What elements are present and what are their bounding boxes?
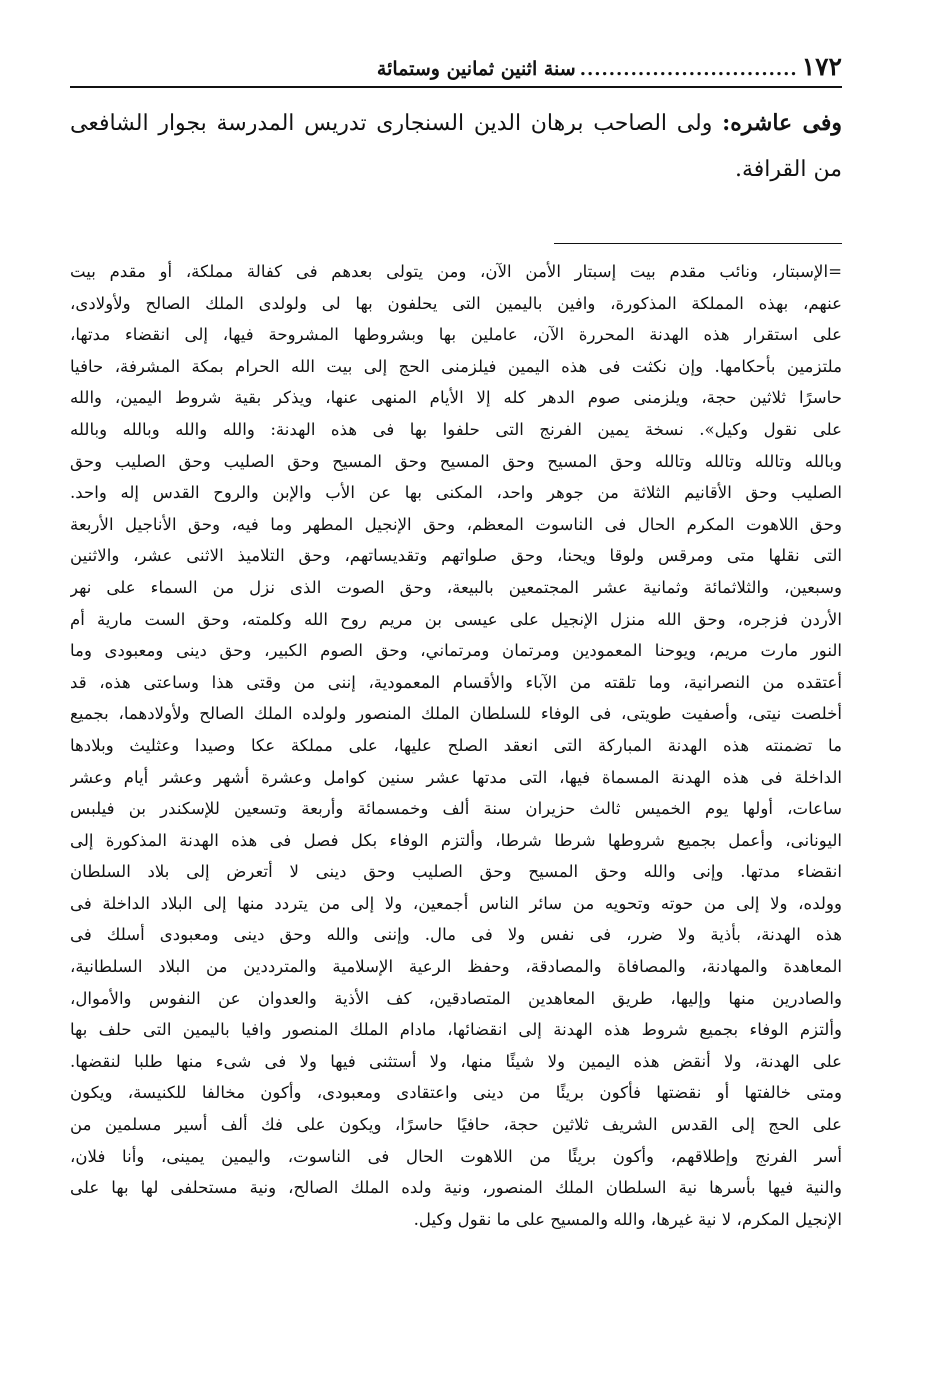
footnote-line: الأردن فزجره، وحق الله منزل الإنجيل على عيسى بن مريم روح الله وكلمته، وحق الست مارية أم [70, 609, 842, 629]
footnote-line: عنهم، بهذه المملكة المذكورة، وافين باليمين التى يحلفون بها لى ولولدى الملك الصالح ولأولادى، [70, 293, 842, 313]
footnote-block [70, 256, 842, 1235]
footnote-line: والصادرين منها وإليها، طريق المعاهدين المتصادقين، كف الأذية والعدوان عن النفوس والأموال، [70, 988, 842, 1008]
main-paragraph-text: ولى الصاحب برهان الدين السنجارى تدريس المدرسة بجوار الشافعى من القرافة. [70, 111, 842, 182]
lead-date-phrase: وفى عاشره: [722, 110, 842, 136]
page-header [70, 52, 842, 88]
footnote-line: وبالله وتالله وتالله وتالله وحق المسيح وحق المسيح وحق المسيح وحق الصليب وحق الصليب وحق [70, 451, 842, 471]
footnote-line: الداخلة فى هذه الهدنة المسماة فيها، التى مدتها عشر سنين كوامل وعشرة أشهر وعشر أيام وعشر [70, 767, 842, 787]
footnote-separator [554, 243, 842, 244]
footnote-line: وحق اللاهوت المكرم الحال فى الناسوت المعظم، وحق الإنجيل المطهر وما فيه، وحق الأناجيل الأربعة [70, 514, 842, 534]
footnote-line: النور مارت مريم، ويوحنا المعمودين ومرتمان ومرتماني، وحق الصوم الكبير، وحق دينى ومعبودى وما [70, 641, 842, 661]
footnote-line: أعتقده من النصرانية، وما تلقته من الآباء والأقسام المعمودية، إننى من وقتى هذا وساعتى هذه، قد [70, 672, 842, 692]
footnote-line: وولده، ولا إلى من حوته وتحويه من سائر الناس أجمعين، ولا إلى من يتردد منها إلى البلاد الداخلة فى [70, 893, 842, 913]
footnote-line: أخلصت نيتى، وأصفيت طويتى، فى الوفاء للسلطان الملك المنصور ولولده الملك الصالح ولأولادهما، بجميع [70, 704, 842, 724]
footnote-line: اليونانى، وأعمل بجميع شروطها شرطا شرطا، وألتزم الوفاء بكل فصل فى هذه الهدنة المذكورة إلى [70, 830, 842, 850]
footnote-line: ساعات، أولها يوم الخميس ثالث حزيران سنة ألف وخمسمائة وأربعة وتسعين للإسكندر بن فيلبس [70, 799, 842, 819]
footnote-line: ملتزمين بأحكامها. وإن نكثت فى هذه اليمين فيلزمنى الحج إلى بيت الله الحرام بمكة المشرفة، حافيا [70, 356, 842, 376]
footnote-line: والنية فيها بأسرها نية السلطان الملك المنصور، ونية ولده الملك الصالح، ونية مستحلفى لها بها على [70, 1178, 842, 1198]
footnote-line: على الهدنة، ولا أنقض هذه اليمين ولا شيئًا منها، ولا أستثنى فيها ولا فى شىء منها طلبا لنقضها. [70, 1051, 842, 1071]
header-leader-dots: .............................. [579, 59, 798, 80]
page-number: ١٧٢ [801, 52, 842, 81]
footnote-line: ومتى خالفتها أو نقضتها فأكون بريئًا من دينى واعتقادى ومعبودى، وأكون مخالفا للكنيسة، ويكون [70, 1083, 842, 1103]
footnote-line: المعاهدة والمهادنة، والمصافاة والمصادقة، وحفظ الرعية الإسلامية والمترددين من البلاد السلطانية، [70, 957, 842, 977]
footnote-line: على نقول وكيل». نسخة يمين الفرنج التى حلفوا بها فى هذه الهدنة: والله والله وبالله وبالله [70, 419, 842, 439]
running-title: سنة اثنين ثمانين وستمائة [376, 58, 576, 80]
footnote-line: التى نقلها متى ومرقس ولوقا ويحنا، وحق صلواتهم وتقديساتهم، وحق التلاميذ الاثنى عشر، والاثنين [70, 546, 842, 566]
footnote-line: انقضاء مدتها. وإنى والله وحق المسيح وحق الصليب وحق دينى لا أتعرض إلى بلاد السلطان [70, 862, 842, 882]
footnote-line: أسر الفرنج وإطلاقهم، وأكون بريئًا من اللاهوت الحال فى الناسوت، واليمين يمينى، وأنا فلان، [70, 1146, 842, 1166]
footnote-line: =الإسبتار، ونائب مقدم بيت إسبتار الأمن الآن، ومن يتولى بعدهم فى كفالة مملكة، أو مقدم بيت [70, 262, 842, 281]
footnote-line: ما تضمنته هذه الهدنة المباركة التى انعقد الصلح عليها، على مملكة عكا وصيدا وعثليث وبلادها [70, 735, 842, 755]
footnote-line: الصليب وحق الأقانيم الثلاثة من جوهر واحد، المكنى بها عن الأب والإبن والروح القدس إله واحد. [70, 483, 842, 503]
main-paragraph [70, 100, 842, 193]
footnote-line: وسبعين، والثلاثمائة وثمانية عشر المجتمعين بالبيعة، وحق الصوت الذى نزل من السماء على نهر [70, 577, 842, 597]
footnote-line: على استقرار هذه الهدنة المحررة الآن، عاملين بها وبشروطها المشروحة فيها، إلى انقضاء مدتها، [70, 325, 842, 345]
footnote-line: وألتزم الوفاء بجميع شروط هذه الهدنة إلى انقضائها، مادام الملك المنصور وافيا باليمين التى حلف بها [70, 1020, 842, 1040]
footnote-line: هذه الهدنة، بأذية ولا ضرر، فى نفس ولا فى مال. وإننى والله وحق دينى ومعبودى أسلك فى [70, 925, 842, 945]
footnote-line: الإنجيل المكرم، لا نية غيرها، والله والمسيح على ما نقول وكيل. [413, 1209, 842, 1229]
book-page [70, 52, 842, 1235]
footnote-line: حاسرًا ثلاثين حجة، ويلزمنى صوم الدهر كله إلا الأيام المنهى عنها، ويذكر بقية شروط اليمين، والله [70, 388, 842, 408]
footnote-line: على الحج إلى القدس الشريف ثلاثين حجة، حافيًا حاسرًا، ويكون على فك ألف أسير مسلمين من [70, 1115, 842, 1135]
